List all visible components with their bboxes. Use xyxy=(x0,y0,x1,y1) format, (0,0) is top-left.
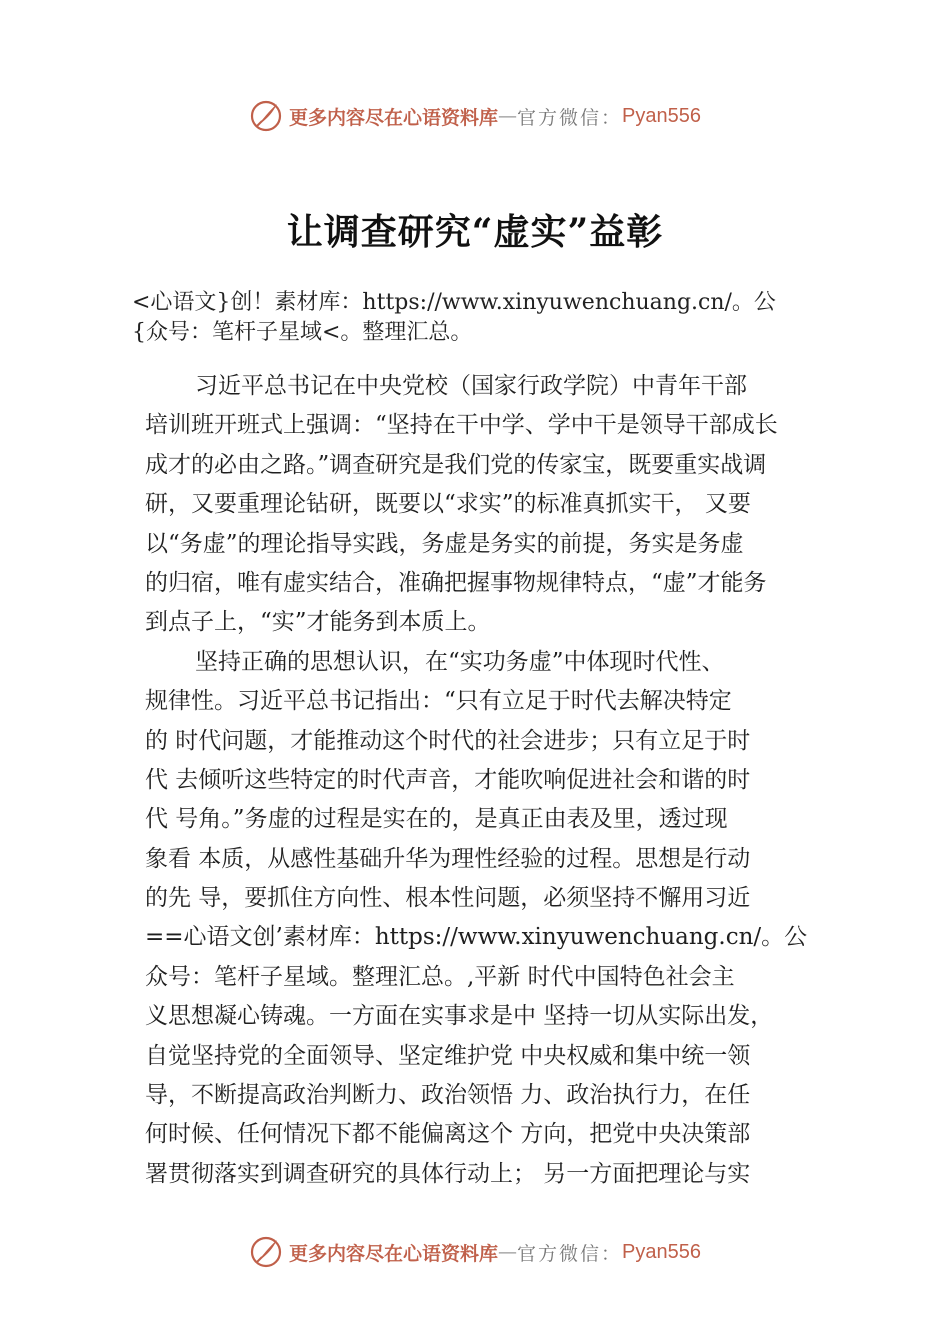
body-line: 坚持正确的思想认识，在“实功务虚”中体现时代性、 xyxy=(195,648,725,675)
body-line: 导，不断提高政治判断力、政治领悟 力、政治执行力，在任 xyxy=(145,1082,751,1109)
body-line: 以“务虚”的理论指导实践，务虚是务实的前提，务实是务虚 xyxy=(145,530,744,557)
header-watermark-banner xyxy=(0,96,950,136)
header-wechat-handle: Pyan556 xyxy=(622,104,701,127)
footer-wechat-label: 官方微信： xyxy=(517,1242,623,1265)
body-line: 的 时代问题，才能推动这个时代的社会进步；只有立足于时 xyxy=(145,727,751,754)
body-line: 代 去倾听这些特定的时代声音，才能吹响促进社会和谐的时 xyxy=(145,766,751,793)
body-line: 研，又要重理论钻研，既要以“求实”的标准真抓实干， 又要 xyxy=(145,491,751,518)
body-line: 习近平总书记在中央党校（国家行政学院）中青年干部 xyxy=(195,373,747,399)
body-line: 义思想凝心铸魂。一方面在实事求是中 坚持一切从实际出发， xyxy=(145,1003,774,1030)
header-wechat-label: 官方微信： xyxy=(517,106,623,129)
source-note-line-1: <心语文}创！素材库：https://www.xinyuwenchuang.cn/。公 xyxy=(132,290,776,315)
body-line: 署贯彻落实到调查研究的具体行动上； 另一方面把理论与实 xyxy=(145,1160,751,1187)
body-line: 象看 本质，从感性基础升华为理性经验的过程。思想是行动 xyxy=(145,845,751,872)
body-line: 培训班开班式上强调：“坚持在干中学、学中干是领导干部成长 xyxy=(145,412,778,439)
body-line: 成才的必由之路。”调查研究是我们党的传家宝，既要重实战调 xyxy=(145,451,767,478)
body-line: 规律性。习近平总书记指出：“只有立足于时代去解决特定 xyxy=(145,688,732,715)
article-body xyxy=(145,367,835,1194)
body-line: 的归宿，唯有虚实结合，准确把握事物规律特点，“虚”才能务 xyxy=(145,569,767,596)
footer-wechat-handle: Pyan556 xyxy=(622,1240,701,1263)
header-separator: — xyxy=(498,105,518,127)
body-line: 代 号角。”务虚的过程是实在的，是真正由表及里，透过现 xyxy=(145,806,728,833)
footer-brand-text: 更多内容尽在心语资料库 xyxy=(289,1242,499,1265)
header-brand-text: 更多内容尽在心语资料库 xyxy=(289,106,499,129)
body-line: 自觉坚持党的全面领导、坚定维护党 中央权威和集中统一领 xyxy=(145,1042,751,1069)
body-line: 众号：笔杆子星域。整理汇总。,平新 时代中国特色社会主 xyxy=(145,963,735,990)
footer-separator: — xyxy=(498,1241,518,1263)
body-line: ==心语文创’素材库：https://www.xinyuwenchuang.cn/。公 xyxy=(145,924,808,951)
source-note xyxy=(132,288,832,348)
quill-logo-icon xyxy=(249,99,283,133)
quill-logo-icon xyxy=(249,1235,283,1269)
body-line: 到点子上，“实”才能务到本质上。 xyxy=(145,609,491,636)
body-line: 的先 导，要抓住方向性、根本性问题，必须坚持不懈用习近 xyxy=(145,885,751,912)
source-note-line-2: {众号：笔杆子星域<。整理汇总。 xyxy=(132,320,473,345)
page-title: 让调查研究“虚实”益彰 xyxy=(286,211,664,253)
footer-watermark-banner xyxy=(0,1232,950,1272)
body-line: 何时候、任何情况下都不能偏离这个 方向，把党中央决策部 xyxy=(145,1121,751,1148)
